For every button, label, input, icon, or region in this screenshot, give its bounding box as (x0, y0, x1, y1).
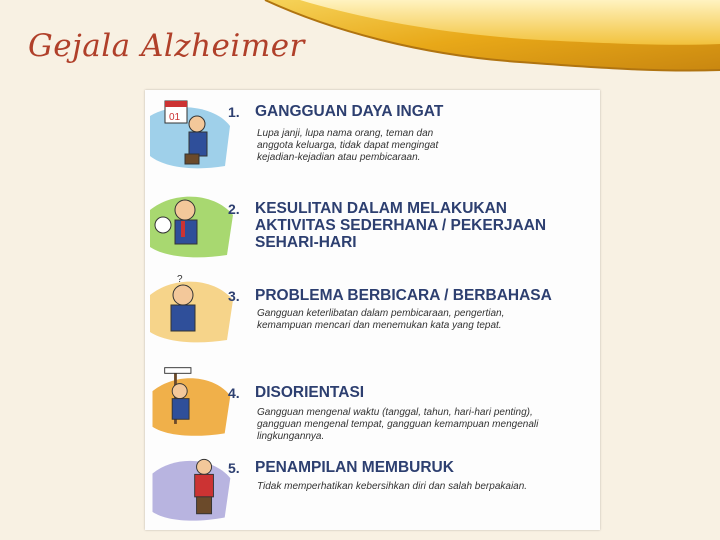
question-mark-icon: ? (177, 274, 183, 285)
item-description: Tidak memperhatikan kebersihkan diri dan salah berpakaian. (257, 481, 528, 492)
scanned-poster (145, 90, 600, 530)
item-heading: PROBLEMA BERBICARA / BERBAHASA (255, 287, 552, 304)
unkempt-man-illustration (145, 450, 235, 525)
item-description: Gangguan mengenal waktu (tanggal, tahun, hari-hari penting), gangguan mengenal tempat, gangguan kemampuan mengenali lingkungannya. (257, 407, 539, 442)
item-heading: DISORIENTASI (255, 384, 365, 401)
man-on-phone-illustration (145, 185, 235, 260)
item-description: Gangguan keterlibatan dalam pembicaraan, pengertian, kemampuan mencari dan menemukan kata yang tepat. (257, 308, 505, 331)
lost-man-signpost-illustration (145, 363, 235, 438)
item-number: 2. (228, 201, 240, 217)
calendar-date: 01 (169, 112, 181, 123)
item-heading: KESULITAN DALAM MELAKUKAN AKTIVITAS SEDERHANA / PEKERJAAN SEHARI-HARI (255, 200, 547, 251)
item-number: 3. (228, 288, 240, 304)
item-number: 4. (228, 385, 240, 401)
item-heading: GANGGUAN DAYA INGAT (255, 103, 444, 120)
confused-man-illustration (145, 270, 235, 345)
item-number: 5. (228, 460, 240, 476)
forgetful-man-calendar-illustration (145, 96, 235, 171)
item-description: Lupa janji, lupa nama orang, teman dan anggota keluarga, tidak dapat mengingat kejadian-kejadian atau pembicaraan. (257, 128, 439, 163)
item-heading: PENAMPILAN MEMBURUK (255, 459, 454, 476)
slide-title: Gejala Alzheimer (28, 28, 305, 64)
item-number: 1. (228, 104, 240, 120)
